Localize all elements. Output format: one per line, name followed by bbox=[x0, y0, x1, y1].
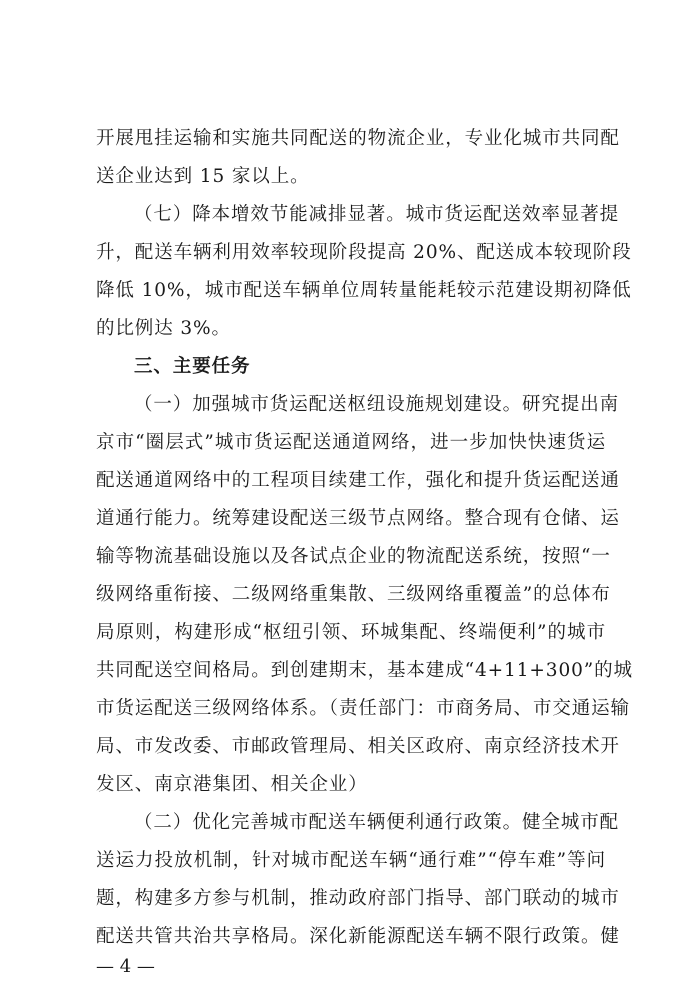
text-line: 局、市发改委、市邮政管理局、相关区政府、南京经济技术开 bbox=[96, 736, 620, 757]
text-line: 的比例达 3%。 bbox=[96, 318, 231, 339]
text-line: 发区、南京港集团、相关企业） bbox=[96, 774, 368, 795]
text-line: 升，配送车辆利用效率较现阶段提高 20%、配送成本较现阶段 bbox=[96, 242, 632, 263]
text-line: 配送通道网络中的工程项目续建工作，强化和提升货运配送通 bbox=[96, 470, 620, 491]
paragraph-first-line: （七）降本增效节能减排显著。城市货运配送效率显著提 bbox=[134, 204, 620, 225]
text-line: 京市“圈层式”城市货运配送通道网络，进一步加快快速货运 bbox=[96, 432, 606, 453]
text-line: 送企业达到 15 家以上。 bbox=[96, 166, 310, 187]
paragraph-first-line: （二）优化完善城市配送车辆便利通行政策。健全城市配 bbox=[134, 812, 620, 833]
text-line: 降低 10%，城市配送车辆单位周转量能耗较示范建设期初降低 bbox=[96, 280, 632, 301]
page-number: — 4 — bbox=[96, 956, 155, 977]
text-line: 共同配送空间格局。到创建期末，基本建成“4+11+300”的城 bbox=[96, 660, 633, 681]
text-line: 输等物流基础设施以及各试点企业的物流配送系统，按照“一 bbox=[96, 546, 611, 567]
text-line: 局原则，构建形成“枢纽引领、环城集配、终端便利”的城市 bbox=[96, 622, 606, 643]
text-line: 级网络重衔接、二级网络重集散、三级网络重覆盖”的总体布 bbox=[96, 584, 611, 605]
text-line: 配送共管共治共享格局。深化新能源配送车辆不限行政策。健 bbox=[96, 926, 620, 947]
section-heading: 三、主要任务 bbox=[134, 356, 251, 377]
text-line: 送运力投放机制，针对城市配送车辆“通行难”“停车难”等问 bbox=[96, 850, 606, 871]
text-line: 道通行能力。统筹建设配送三级节点网络。整合现有仓储、运 bbox=[96, 508, 620, 529]
paragraph-first-line: （一）加强城市货运配送枢纽设施规划建设。研究提出南 bbox=[134, 394, 620, 415]
text-line: 市货运配送三级网络体系。（责任部门：市商务局、市交通运输 bbox=[96, 698, 630, 719]
text-line: 题，构建多方参与机制，推动政府部门指导、部门联动的城市 bbox=[96, 888, 620, 909]
text-line: 开展甩挂运输和实施共同配送的物流企业，专业化城市共同配 bbox=[96, 128, 620, 149]
